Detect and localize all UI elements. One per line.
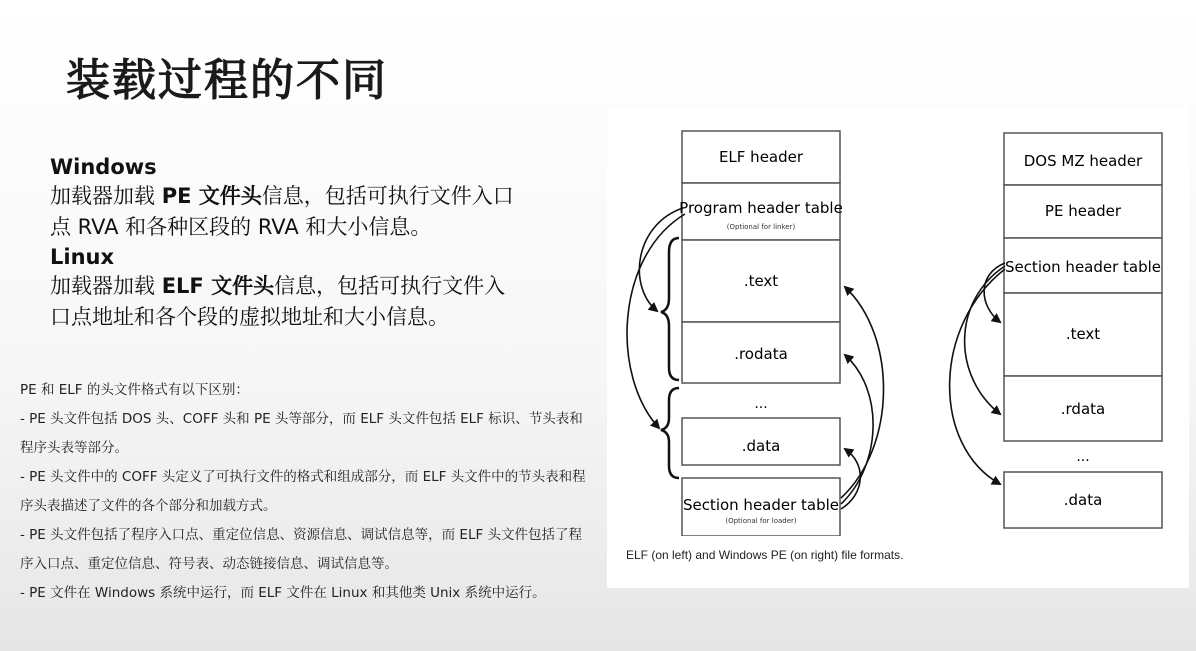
section-table-arrow-data (950, 269, 1005, 484)
windows-heading: Windows (50, 155, 157, 179)
dos-mz-header-label: DOS MZ header (1023, 152, 1143, 170)
linux-text-pre: 加载器加载 (50, 274, 162, 298)
program-header-arrow-2 (627, 214, 685, 428)
figure-caption: ELF (on left) and Windows PE (on right) file formats. (626, 548, 904, 562)
difference-item: - PE 头文件包括了程序入口点、重定位信息、资源信息、调试信息等，而 ELF 头文件包括了程序入口点、重定位信息、符号表、动态链接信息、调试信息等。 (20, 527, 583, 572)
section-table-label: Section header table (1004, 258, 1162, 276)
section-header-arrow-rodata (841, 355, 873, 504)
pe-ellipsis: ... (1076, 449, 1090, 465)
linux-text-post: 信息，包括可执行文件入口点地址和各个段的虚拟地址和大小信息。 (50, 274, 506, 329)
linux-heading: Linux (50, 245, 115, 269)
segment-brace-1 (661, 238, 679, 380)
elf-rodata-label: .rodata (734, 345, 788, 363)
windows-text-pre: 加载器加载 (50, 184, 162, 208)
elf-data-label: .data (741, 437, 781, 455)
elf-header-label: ELF header (718, 148, 804, 166)
pe-data-label: .data (1063, 491, 1103, 509)
section-header-arrow-text (841, 287, 884, 498)
windows-description (50, 181, 520, 243)
pe-header-label: PE header (1044, 202, 1122, 220)
page-title: 装载过程的不同 (66, 55, 388, 106)
program-header-arrow-1 (639, 208, 683, 311)
difference-item: - PE 头文件包括 DOS 头、COFF 头和 PE 头等部分，而 ELF 头文件包括 ELF 标识、节头表和程序头表等部分。 (20, 411, 583, 456)
elf-text-label: .text (743, 272, 779, 290)
linux-description (50, 271, 520, 333)
program-header-table-label: Program header table (679, 199, 843, 217)
section-header-table-note: (Optional for loader) (725, 517, 797, 525)
segment-brace-2 (661, 388, 679, 478)
program-header-table-note: (Optional for linker) (726, 223, 796, 231)
windows-text-post: 信息，包括可执行文件入口点 RVA 和各种区段的 RVA 和大小信息。 (50, 184, 514, 239)
differences-list (20, 376, 590, 608)
linux-text-bold: ELF 文件头 (161, 274, 275, 298)
section-header-table-label: Section header table (682, 496, 840, 514)
difference-intro: PE 和 ELF 的头文件格式有以下区别： (20, 382, 249, 398)
pe-rdata-label: .rdata (1060, 400, 1106, 418)
loader-summary (50, 153, 570, 333)
difference-item: - PE 文件在 Windows 系统中运行，而 ELF 文件在 Linux 和其他类 Unix 系统中运行。 (20, 585, 546, 601)
file-format-figure (607, 106, 1189, 588)
windows-text-bold: PE 文件头 (161, 184, 262, 208)
elf-ellipsis: ... (754, 396, 768, 412)
format-diagram (607, 106, 1189, 536)
difference-item: - PE 头文件中的 COFF 头定义了可执行文件的格式和组成部分，而 ELF 头文件中的节头表和程序头表描述了文件的各个部分和加载方式。 (20, 469, 586, 514)
pe-text-label: .text (1065, 325, 1101, 343)
